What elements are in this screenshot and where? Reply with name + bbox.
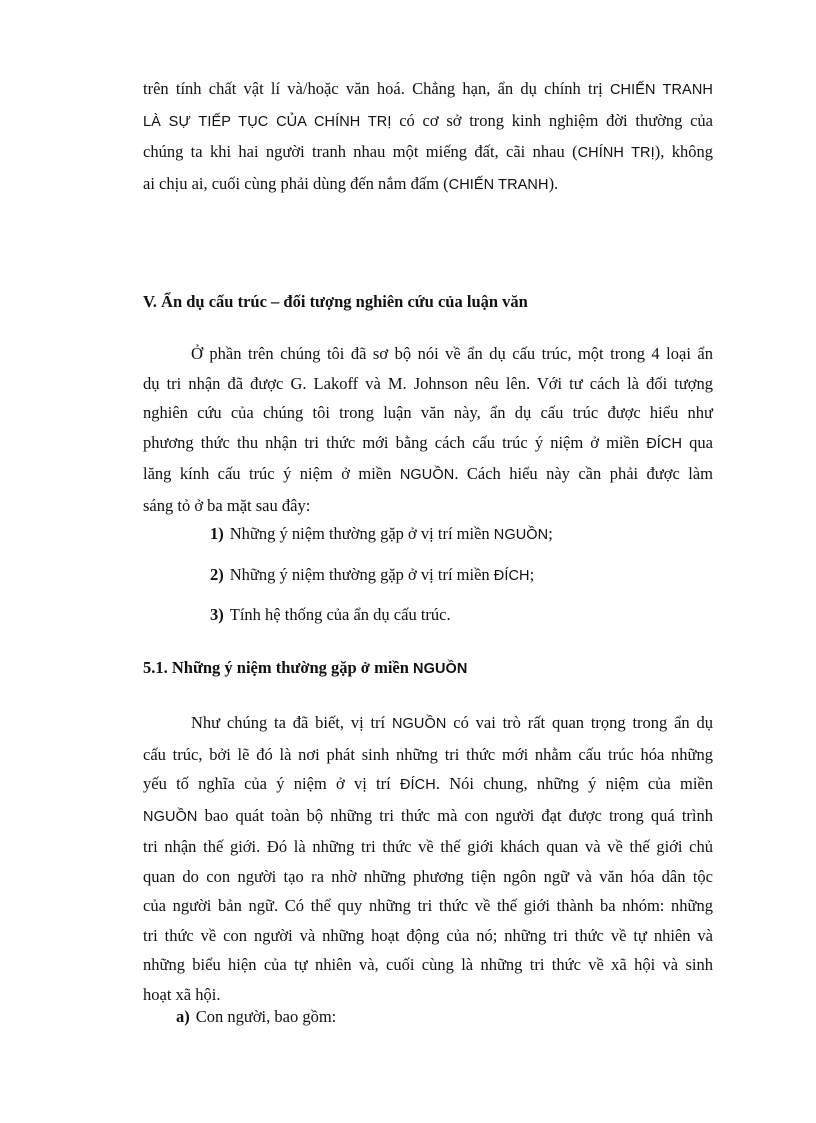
sub-item: a) Con người, bao gồm:: [176, 1007, 337, 1026]
text-line: phương thức thu nhận tri thức mới bằng cách cấu trúc ý niệm ở miền ĐÍCH qua: [143, 432, 713, 452]
text-line: Như chúng ta đã biết, vị trí NGUỒN có vai trò rất quan trọng trong ẩn dụ: [191, 713, 713, 732]
section-heading: V. Ẩn dụ cấu trúc – đối tượng nghiên cứu của luận văn: [143, 292, 528, 311]
text-line: LÀ SỰ TIẾP TỤC CỦA CHÍNH TRỊ có cơ sở trong kinh nghiệm đời thường của: [143, 110, 714, 130]
text-line: dụ tri nhận đã được G. Lakoff và M. Johnson nêu lên. Với tư cách là đối tượng: [143, 373, 713, 393]
text-line: trên tính chất vật lí và/hoặc văn hoá. Chẳng hạn, ẩn dụ chính trị CHIẾN TRANH: [143, 79, 713, 98]
text-line: những biểu hiện của tự nhiên và, cuối cùng là những tri thức về xã hội và sinh: [143, 955, 713, 974]
text-line: NGUỒN bao quát toàn bộ những tri thức mà con người đạt được trong quá trình: [143, 805, 713, 825]
body-paragraph: [143, 708, 713, 1009]
text-line: yếu tố nghĩa của ý niệm ở vị trí ĐÍCH. Nói chung, những ý niệm của miền: [143, 774, 713, 793]
text-line: chúng ta khi hai người tranh nhau một miếng đất, cãi nhau (CHÍNH TRỊ), không: [143, 142, 713, 161]
intro-paragraph: [143, 339, 713, 520]
text-line: Ở phần trên chúng tôi đã sơ bộ nói về ẩn dụ cấu trúc, một trong 4 loại ẩn: [191, 344, 713, 363]
list-item: 3) Tính hệ thống của ẩn dụ cấu trúc.: [210, 605, 451, 624]
text-line: lăng kính cấu trúc ý niệm ở miền NGUỒN. Cách hiểu này cần phải được làm: [143, 464, 713, 483]
subsection-heading: 5.1. Những ý niệm thường gặp ở miền NGUỒN: [143, 658, 468, 677]
text-line: quan do con người tạo ra nhờ những phương tiện ngôn ngữ và văn hóa dân tộc: [143, 866, 713, 886]
text-line: ai chịu ai, cuối cùng phải dùng đến nắm đấm (CHIẾN TRANH).: [143, 173, 559, 193]
text-line: nghiên cứu của chúng tôi trong luận văn này, ẩn dụ cấu trúc được hiểu như: [143, 403, 713, 422]
list-item: 2) Những ý niệm thường gặp ở vị trí miền ĐÍCH;: [210, 565, 535, 584]
top-paragraph: [143, 74, 713, 200]
text-line: hoạt xã hội.: [143, 984, 221, 1004]
text-line: sáng tỏ ở ba mặt sau đây:: [143, 495, 311, 515]
text-line: cấu trúc, bởi lẽ đó là nơi phát sinh những tri thức mới nhằm cấu trúc hóa những: [143, 744, 713, 764]
text-line: của người bản ngữ. Có thể quy những tri thức về thế giới thành ba nhóm: những: [143, 896, 713, 915]
text-line: tri thức về con người và những hoạt động của nó; những tri thức về tự nhiên và: [143, 925, 713, 945]
list-item: 1) Những ý niệm thường gặp ở vị trí miền NGUỒN;: [210, 524, 553, 543]
text-line: tri nhận thế giới. Đó là những tri thức về thế giới khách quan và về thế giới chủ: [143, 837, 713, 856]
